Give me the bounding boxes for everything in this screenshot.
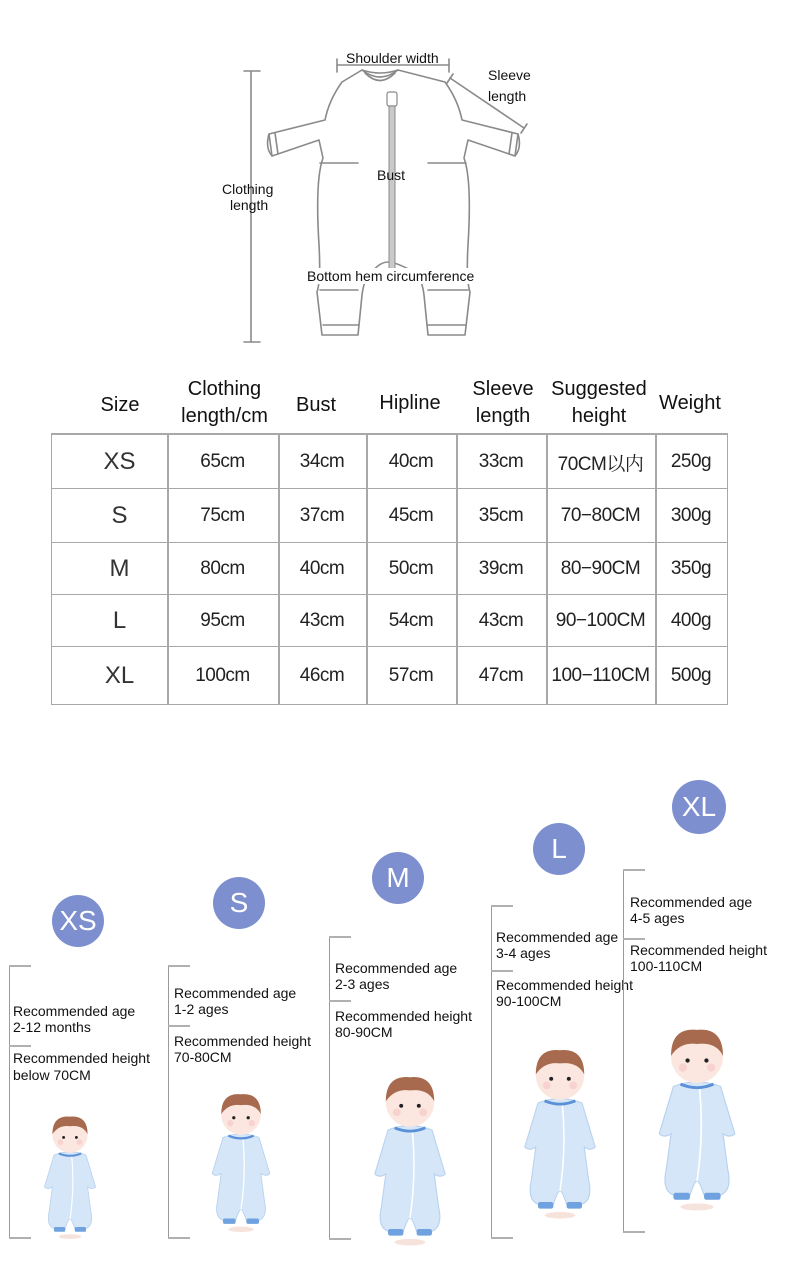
header-bust: Bust xyxy=(295,394,337,416)
bracket-tick xyxy=(623,938,645,940)
sleeve-length-label-line1: Sleeve xyxy=(488,67,531,83)
measurement-diagram xyxy=(210,40,550,350)
m-age-value: 2-3 ages xyxy=(335,976,390,992)
cell-size: XS xyxy=(103,448,136,475)
cell-size: S xyxy=(111,502,128,529)
bracket-tick xyxy=(329,1000,351,1002)
bracket-l xyxy=(491,905,492,1238)
xs-age-value: 2-12 months xyxy=(13,1019,91,1035)
cell-hipline: 40cm xyxy=(388,451,434,472)
bracket-xs xyxy=(9,965,10,1238)
header-sleeve-length-line1: Sleeve xyxy=(472,378,534,400)
cell-weight: 350g xyxy=(670,558,712,579)
shoulder-width-label: Shoulder width xyxy=(346,50,439,66)
bracket-tick xyxy=(9,965,31,967)
size-guide xyxy=(0,760,790,1263)
xl-age-value: 4-5 ages xyxy=(630,910,685,926)
header-clothing-length-line2: length/cm xyxy=(181,405,268,427)
size-badge-m: M xyxy=(372,852,424,904)
s-age-label: Recommended age xyxy=(174,985,297,1001)
cell-length: 65cm xyxy=(200,451,245,472)
l-age-label: Recommended age xyxy=(496,929,619,945)
s-height-value: 70-80CM xyxy=(174,1049,232,1065)
bracket-tick xyxy=(9,1045,31,1047)
table-row-xs xyxy=(52,434,727,489)
cell-length: 100cm xyxy=(195,664,250,686)
boy-illustration-xl xyxy=(638,992,756,1240)
cell-height: 70−80CM xyxy=(560,505,641,526)
header-sleeve-length-line2: length xyxy=(475,405,531,427)
bracket-tick xyxy=(168,1025,190,1027)
s-height-label: Recommended height xyxy=(174,1033,311,1049)
girl-illustration-m xyxy=(355,1060,465,1255)
boy-illustration-l xyxy=(505,1018,615,1243)
header-weight: Weight xyxy=(659,392,721,414)
cell-bust: 37cm xyxy=(299,505,345,526)
cell-hipline: 54cm xyxy=(388,610,434,631)
bracket-tick xyxy=(168,965,190,967)
xl-age-label: Recommended age xyxy=(630,894,753,910)
clothing-length-label-line1: Clothing xyxy=(222,181,274,197)
header-suggested-height-line2: height xyxy=(571,405,627,427)
bracket-tick xyxy=(623,869,645,871)
cell-height: 100−110CM xyxy=(551,664,650,686)
toddler-illustration-s xyxy=(196,1075,286,1245)
bracket-xl xyxy=(623,869,624,1232)
table-row-m xyxy=(52,542,727,595)
cell-weight: 400g xyxy=(670,610,712,631)
l-height-label: Recommended height xyxy=(496,977,633,993)
cell-sleeve: 43cm xyxy=(478,610,524,631)
cell-sleeve: 35cm xyxy=(478,505,524,526)
cell-length: 95cm xyxy=(200,610,245,631)
bracket-tick xyxy=(491,970,513,972)
table-row-s xyxy=(52,488,727,543)
cell-weight: 250g xyxy=(670,451,712,472)
l-height-value: 90-100CM xyxy=(496,993,562,1009)
baby-illustration-xs xyxy=(30,1100,110,1250)
bracket-tick xyxy=(9,1237,31,1239)
xs-height-label: Recommended height xyxy=(13,1050,150,1066)
size-badge-xs: XS xyxy=(52,895,104,947)
bracket-tick xyxy=(491,905,513,907)
header-hipline: Hipline xyxy=(379,392,441,414)
m-height-value: 80-90CM xyxy=(335,1024,393,1040)
cell-weight: 500g xyxy=(670,664,712,686)
cell-hipline: 45cm xyxy=(388,505,434,526)
cell-bust: 43cm xyxy=(299,610,345,631)
header-clothing-length-line1: Clothing xyxy=(187,378,262,400)
cell-sleeve: 47cm xyxy=(478,664,524,686)
table-row-l xyxy=(52,594,727,647)
cell-weight: 300g xyxy=(670,505,712,526)
cell-bust: 46cm xyxy=(299,664,345,686)
cell-length: 80cm xyxy=(200,558,245,579)
cell-size: M xyxy=(109,555,130,582)
size-badge-xl: XL xyxy=(672,780,726,834)
cell-hipline: 57cm xyxy=(388,664,434,686)
cell-length: 75cm xyxy=(200,505,245,526)
xl-height-value: 100-110CM xyxy=(630,958,703,974)
header-size: Size xyxy=(100,394,140,416)
bracket-m xyxy=(329,936,330,1239)
size-table-header xyxy=(50,372,740,434)
sleeve-length-label-line2: length xyxy=(488,88,527,104)
cell-height: 80−90CM xyxy=(560,558,641,579)
cell-sleeve: 39cm xyxy=(478,558,524,579)
cell-bust: 40cm xyxy=(299,558,345,579)
cell-size: XL xyxy=(104,661,135,689)
bracket-s xyxy=(168,965,169,1238)
size-badge-s: S xyxy=(213,877,265,929)
xs-height-value: below 70CM xyxy=(13,1067,91,1083)
bracket-tick xyxy=(329,936,351,938)
xs-age-label: Recommended age xyxy=(13,1003,136,1019)
m-age-label: Recommended age xyxy=(335,960,458,976)
l-age-value: 3-4 ages xyxy=(496,945,551,961)
xl-height-label: Recommended height xyxy=(630,942,767,958)
bust-label: Bust xyxy=(377,167,406,183)
cell-height: 70CM以内 xyxy=(557,453,644,475)
bracket-tick xyxy=(168,1237,190,1239)
cell-height: 90−100CM xyxy=(555,610,646,631)
bracket-tick xyxy=(329,1238,351,1240)
header-suggested-height-line1: Suggested xyxy=(551,378,647,400)
clothing-length-label-line2: length xyxy=(230,197,269,213)
size-table xyxy=(51,433,728,705)
cell-bust: 34cm xyxy=(299,451,345,472)
s-age-value: 1-2 ages xyxy=(174,1001,229,1017)
m-height-label: Recommended height xyxy=(335,1008,472,1024)
cell-hipline: 50cm xyxy=(388,558,434,579)
cell-size: L xyxy=(112,607,127,634)
size-badge-l: L xyxy=(533,823,585,875)
bottom-hem-label: Bottom hem circumference xyxy=(307,268,475,284)
cell-sleeve: 33cm xyxy=(478,451,524,472)
table-row-xl xyxy=(52,646,727,704)
